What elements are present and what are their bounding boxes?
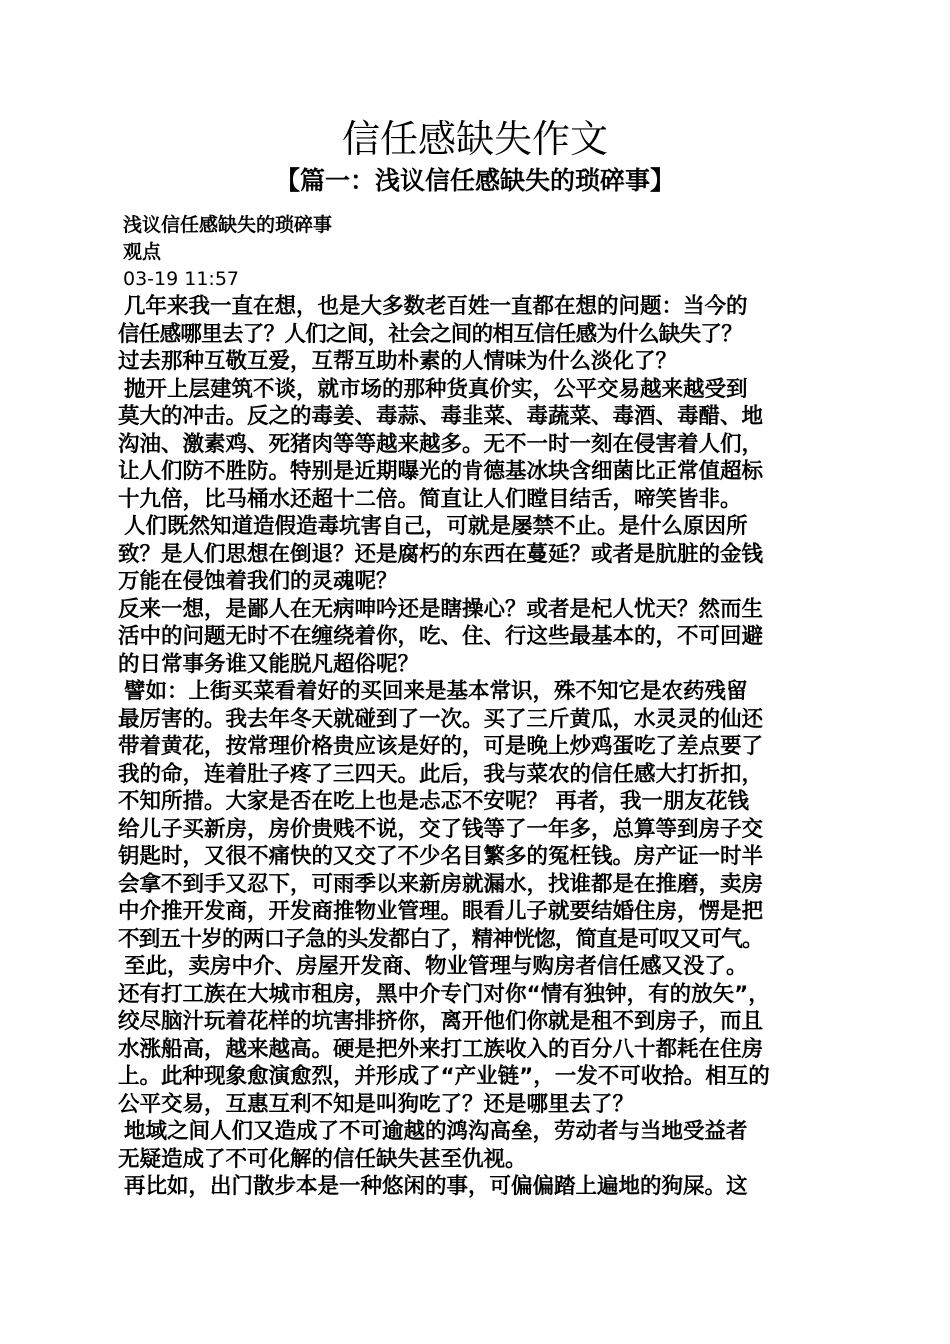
paragraph-line: 不知所措。大家是否在吃上也是忐忑不安呢？ 再者，我一朋友花钱 (118, 789, 749, 814)
document-title: 信任感缺失作文 (341, 117, 608, 161)
paragraph-line: 给儿子买新房，房价贵贱不说，交了钱等了一年多，总算等到房子交 (118, 816, 764, 842)
article-category: 观点 (123, 241, 162, 263)
paragraph-line: 人们既然知道造假造毒坑害自己，可就是屡禁不止。是什么原因所 (124, 514, 748, 539)
paragraph-line: 上。此种现象愈演愈烈，并形成了“产业链”，一发不可收拾。相互的 (118, 1064, 770, 1089)
paragraph-line: 致？是人们思想在倒退？还是腐朽的东西在蔓延？或者是肮脏的金钱 (118, 541, 764, 567)
paragraph-line: 十九倍，比马桶水还超十二倍。简直让人们瞠目结舌，啼笑皆非。 (118, 486, 742, 512)
paragraph-line: 水涨船高，越来越高。硬是把外来打工族收入的百分八十都耗在住房 (118, 1036, 764, 1062)
paragraph-line: 最厉害的。我去年冬天就碰到了一次。买了三斤黄瓜，水灵灵的仙还 (118, 706, 764, 732)
paragraph-line: 抛开上层建筑不谈，就市场的那种货真价实，公平交易越来越受到 (124, 376, 748, 402)
paragraph-line: 绞尽脑汁玩着花样的坑害排挤你，离开他们你就是租不到房子，而且 (118, 1009, 764, 1034)
paragraph-line: 再比如，出门散步本是一种悠闲的事，可偏偏踏上遍地的狗屎。这 (124, 1174, 748, 1199)
paragraph-line: 公平交易，互惠互利不知是叫狗吃了？还是哪里去了？ (118, 1091, 635, 1117)
article-heading: 浅议信任感缺失的琐碎事 (123, 214, 333, 236)
paragraph-line: 几年来我一直在想，也是大多数老百姓一直都在想的问题：当今的 (124, 294, 748, 319)
paragraph-line: 中介推开发商，开发商推物业管理。眼看儿子就要结婚住房，愣是把 (118, 899, 764, 924)
paragraph-line: 沟油、激素鸡、死猪肉等等越来越多。无不一时一刻在侵害着人们， (118, 431, 764, 457)
article-timestamp: 03-19 11:57 (123, 268, 240, 290)
paragraph-line: 至此，卖房中介、房屋开发商、物业管理与购房者信任感又没了。 (124, 954, 748, 979)
paragraph-line: 钥匙时，又很不痛快的又交了不少名目繁多的冤枉钱。房产证一时半 (118, 844, 764, 869)
article-body (118, 212, 846, 1201)
paragraph-line: 万能在侵蚀着我们的灵魂呢？ (118, 569, 398, 594)
paragraph-line: 不到五十岁的两口子急的头发都白了，精神恍惚，简直是可叹又可气。 (118, 926, 763, 952)
paragraph-line: 过去那种互敬互爱，互帮互助朴素的人情味为什么淡化了？ (118, 349, 678, 374)
paragraph-line: 活中的问题无时不在缠绕着你，吃、住、行这些最基本的，不可回避 (118, 624, 764, 649)
paragraph-line: 我的命，连着肚子疼了三四天。此后，我与菜农的信任感大打折扣， (118, 761, 764, 787)
paragraph-line: 莫大的冲击。反之的毒姜、毒蒜、毒韭菜、毒蔬菜、毒酒、毒醋、地 (118, 404, 764, 429)
paragraph-line: 地域之间人们又造成了不可逾越的鸿沟高垒，劳动者与当地受益者 (124, 1119, 748, 1144)
paragraph-line: 让人们防不胜防。特别是近期曝光的肯德基冰块含细菌比正常值超标 (118, 459, 764, 484)
document-subtitle: 【篇一：浅议信任感缺失的琐碎事】 (274, 166, 675, 195)
paragraph-line: 信任感哪里去了？人们之间，社会之间的相互信任感为什么缺失了？ (118, 321, 743, 347)
paragraph-line: 无疑造成了不可化解的信任缺失甚至仇视。 (118, 1146, 527, 1172)
paragraph-line: 的日常事务谁又能脱凡超俗呢？ (118, 651, 420, 677)
paragraph-line: 还有打工族在大城市租房，黑中介专门对你“情有独钟，有的放矢”， (118, 981, 770, 1007)
paragraph-line: 反来一想，是鄙人在无病呻吟还是瞎操心？或者是杞人忧天？然而生 (118, 596, 764, 622)
paragraph-line: 会拿不到手又忍下，可雨季以来新房就漏水，找谁都是在推磨，卖房 (118, 871, 764, 897)
paragraph-line: 带着黄花，按常理价格贵应该是好的，可是晚上炒鸡蛋吃了差点要了 (118, 734, 764, 759)
paragraph-line: 譬如：上街买菜看着好的买回来是基本常识，殊不知它是农药残留 (124, 679, 748, 704)
